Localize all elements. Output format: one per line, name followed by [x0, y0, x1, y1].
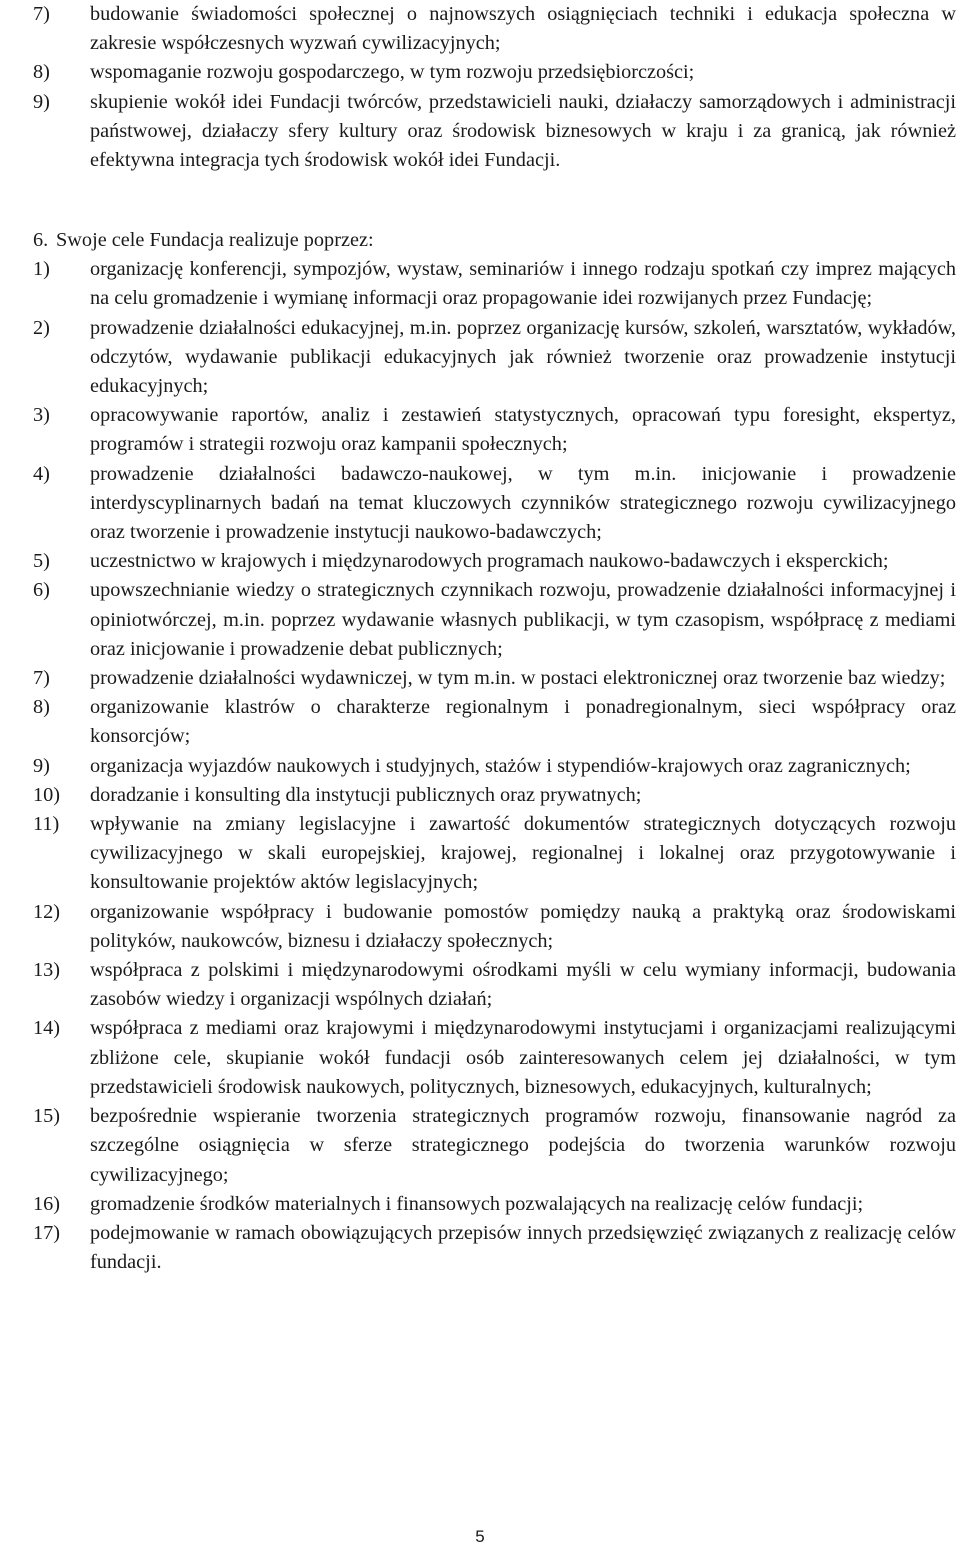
- list-item-number: 7): [33, 3, 50, 25]
- list-item-number: 3): [33, 404, 50, 427]
- list-item-text: organizowanie współpracy i budowanie pomostów pomiędzy nauką a praktyką oraz środowiskami polityków, naukowców, biznesu i działaczy społecznych;: [90, 900, 956, 952]
- section-heading-text: Swoje cele Fundacja realizuje poprzez:: [56, 229, 374, 251]
- list-item-text: uczestnictwo w krajowych i międzynarodowych programach naukowo-badawczych i eksperckich;: [90, 550, 889, 573]
- list-item-number: 6): [33, 579, 50, 602]
- list-item-number: 4): [33, 462, 50, 485]
- list-item: [33, 810, 956, 898]
- list-item-text: doradzanie i konsulting dla instytucji publicznych oraz prywatnych;: [90, 783, 642, 806]
- list-item-text: wpływanie na zmiany legislacyjne i zawartość dokumentów strategicznych dotyczących rozwoju cywilizacyjnego w skali europejskiej, krajowej, regionalnej i lokalnej oraz przygotowywanie i konsultowanie projektów aktów legislacyjnych;: [90, 813, 956, 894]
- list-item: [33, 1190, 956, 1219]
- list-item-number: 8): [33, 61, 50, 84]
- list-item: [33, 781, 956, 810]
- list-item: [33, 1219, 956, 1277]
- list-item-text: opracowywanie raportów, analiz i zestawień statystycznych, opracowań typu foresight, ekspertyz, programów i strategii rozwoju oraz kampanii społecznych;: [90, 404, 956, 456]
- list-item-text: prowadzenie działalności edukacyjnej, m.in. poprzez organizację kursów, szkoleń, warsztatów, wykładów, odczytów, wydawanie publikacji edukacyjnych jak również tworzenie oraz prowadzenie instytucji edukacyjnych;: [90, 316, 956, 398]
- list-item-text: skupienie wokół idei Fundacji twórców, przedstawicieli nauki, działaczy samorządowych i administracji państwowej, działaczy sfery kultury oraz środowisk biznesowych w kraju i za granicą, jak również efektywna integracja tych środowisk wokół idei Fundacji.: [90, 90, 956, 172]
- list-item-number: 14): [33, 1017, 61, 1040]
- section-6-list: [33, 255, 956, 1277]
- list-item-text: bezpośrednie wspieranie tworzenia strategicznych programów rozwoju, finansowanie nagród za szczególne osiągnięcia w sferze strategicznego podejścia do tworzenia warunków rozwoju cywilizacyjnego;: [90, 1105, 956, 1186]
- list-item: [33, 460, 956, 548]
- list-item-number: 9): [33, 90, 50, 113]
- list-item-number: 17): [33, 1221, 61, 1244]
- list-item-number: 16): [33, 1192, 61, 1215]
- list-item: [33, 752, 956, 781]
- list-item: [33, 547, 956, 576]
- list-item: [33, 0, 956, 58]
- list-item: [33, 956, 956, 1014]
- list-item-number: 11): [33, 813, 60, 836]
- list-item: [33, 898, 956, 956]
- list-item: [33, 1102, 956, 1190]
- goals-list-continued: [33, 0, 956, 175]
- list-item-text: organizację konferencji, sympozjów, wystaw, seminariów i innego rodzaju spotkań czy imprez mających na celu gromadzenie i wymianę informacji oraz propagowanie idei rozwijanych przez Fundację;: [90, 258, 956, 310]
- list-item: [33, 664, 956, 693]
- section-6-heading: [33, 226, 956, 255]
- list-item-number: 13): [33, 959, 61, 982]
- list-item-text: podejmowanie w ramach obowiązujących przepisów innych przedsięwzięć związanych z realizację celów fundacji.: [90, 1221, 956, 1274]
- section-number: 6.: [33, 229, 49, 251]
- list-item-text: prowadzenie działalności wydawniczej, w tym m.in. w postaci elektronicznej oraz tworzenie baz wiedzy;: [90, 667, 946, 690]
- list-item: [33, 693, 956, 751]
- list-item-text: gromadzenie środków materialnych i finansowych pozwalających na realizację celów fundacji;: [90, 1192, 864, 1215]
- list-item-text: wspomaganie rozwoju gospodarczego, w tym rozwoju przedsiębiorczości;: [90, 61, 695, 84]
- list-item-text: współpraca z polskimi i międzynarodowymi ośrodkami myśli w celu wymiany informacji, budowania zasobów wiedzy i organizacji wspólnych działań;: [90, 959, 956, 1011]
- list-item-text: organizowanie klastrów o charakterze regionalnym i ponadregionalnym, sieci współpracy oraz konsorcjów;: [90, 696, 956, 748]
- list-item: [33, 255, 956, 313]
- list-item-text: współpraca z mediami oraz krajowymi i międzynarodowymi instytucjami i organizacjami realizującymi zbliżone cele, skupianie wokół fundacji osób zainteresowanych celem jej działalności, w tym przedstawicieli środowisk naukowych, politycznych, biznesowych, edukacyjnych, kulturalnych;: [90, 1017, 956, 1098]
- page-number: 5: [475, 1527, 485, 1546]
- list-item-number: 7): [33, 667, 50, 690]
- list-item: [33, 576, 956, 664]
- list-item-number: 15): [33, 1105, 61, 1128]
- list-item-text: prowadzenie działalności badawczo-naukowej, w tym m.in. inicjowanie i prowadzenie interdyscyplinarnych badań na temat kluczowych czynników strategicznego rozwoju cywilizacyjnego oraz tworzenie i prowadzenie instytucji naukowo-badawczych;: [90, 462, 956, 544]
- list-item-text: upowszechnianie wiedzy o strategicznych czynnikach rozwoju, prowadzenie działalności informacyjnej i opiniotwórczej, m.in. poprzez wydawanie własnych publikacji, w tym czasopism, współpracę z mediami oraz inicjowanie i prowadzenie debat publicznych;: [90, 579, 956, 660]
- list-item-number: 10): [33, 783, 61, 806]
- list-item: [33, 88, 956, 176]
- list-item: [33, 58, 956, 87]
- list-item: [33, 314, 956, 402]
- list-item-text: organizacja wyjazdów naukowych i studyjnych, stażów i stypendiów-krajowych oraz zagranicznych;: [90, 754, 911, 777]
- list-item-text: budowanie świadomości społecznej o najnowszych osiągnięciach techniki i edukacja społeczna w zakresie współczesnych wyzwań cywilizacyjnych;: [90, 3, 956, 55]
- list-item-number: 9): [33, 754, 50, 777]
- section-6: [33, 226, 956, 1277]
- list-item: [33, 1014, 956, 1102]
- list-item-number: 2): [33, 316, 50, 339]
- list-item: [33, 401, 956, 459]
- list-item-number: 5): [33, 550, 50, 573]
- list-item-number: 8): [33, 696, 50, 719]
- list-item-number: 12): [33, 900, 61, 923]
- list-item-number: 1): [33, 258, 50, 281]
